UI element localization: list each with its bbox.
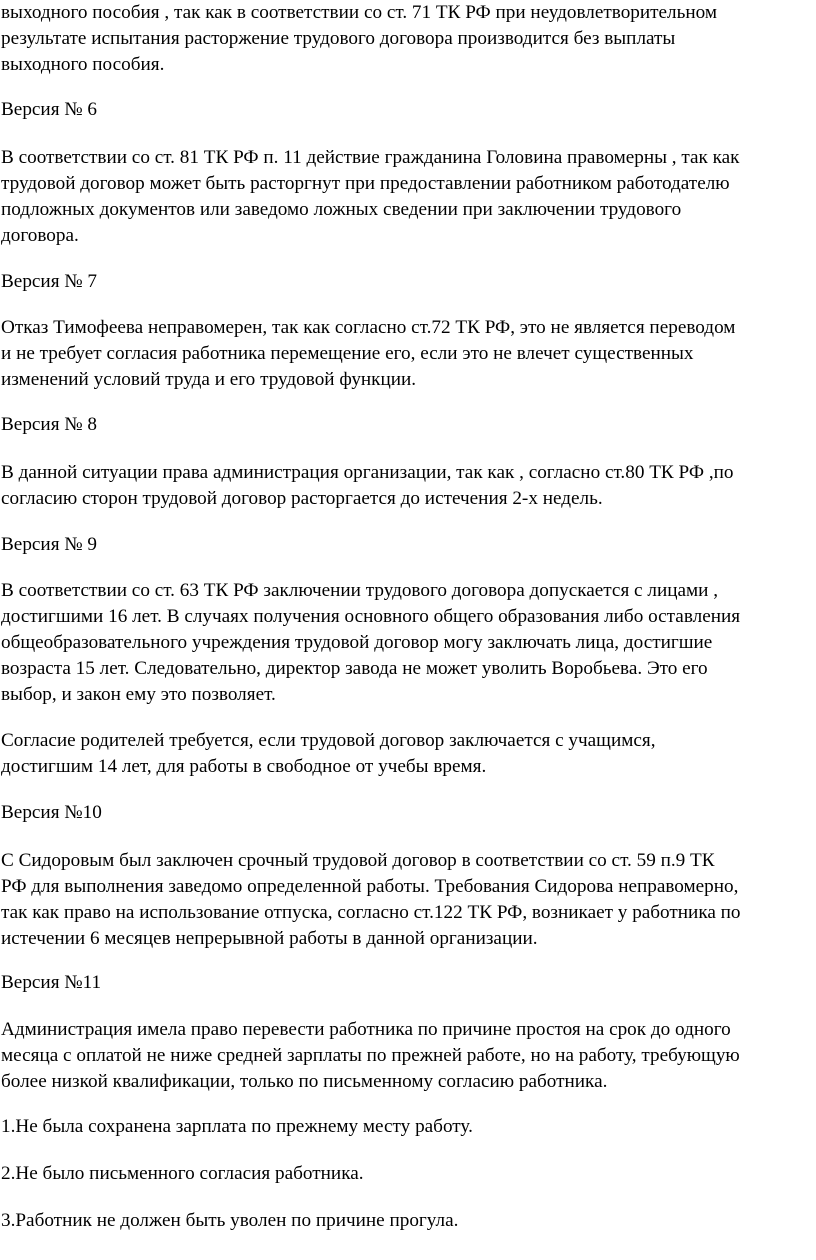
- paragraph-line: и не требует согласия работника перемещение его, если это не влечет существенных: [1, 343, 694, 364]
- version-heading: Версия № 7: [1, 271, 98, 292]
- paragraph-line: РФ для выполнения заведомо определенной работы. Требования Сидорова неправомерно,: [1, 876, 739, 897]
- paragraph-line: Отказ Тимофеева неправомерен, так как согласно ст.72 ТК РФ, это не является переводом: [1, 317, 736, 338]
- version-heading: Версия №10: [1, 802, 102, 823]
- paragraph-line: согласию сторон трудовой договор расторгается до истечения 2-х недель.: [1, 488, 603, 509]
- version-heading: Версия № 9: [1, 534, 98, 555]
- paragraph-line: С Сидоровым был заключен срочный трудовой договор в соответствии со ст. 59 п.9 ТК: [1, 850, 715, 871]
- list-item: 3.Работник не должен быть уволен по причине прогула.: [1, 1210, 459, 1231]
- paragraph-line: договора.: [1, 225, 79, 246]
- version-heading: Версия № 8: [1, 414, 98, 435]
- paragraph-line: возраста 15 лет. Следовательно, директор завода не может уволить Воробьева. Это его: [1, 658, 708, 679]
- paragraph-line: достигшим 14 лет, для работы в свободное от учебы время.: [1, 756, 487, 777]
- version-heading: Версия №11: [1, 972, 102, 993]
- paragraph-line: В соответствии со ст. 63 ТК РФ заключении трудового договора допускается с лицами ,: [1, 580, 719, 601]
- version-heading: Версия № 6: [1, 99, 98, 120]
- paragraph-line: трудовой договор может быть расторгнут при предоставлении работником работодателю: [1, 173, 730, 194]
- paragraph-line: месяца с оплатой не ниже средней зарплаты по прежней работе, но на работу, требующую: [1, 1045, 740, 1066]
- paragraph-line: Администрация имела право перевести работника по причине простоя на срок до одного: [1, 1019, 731, 1040]
- paragraph-line: выходного пособия , так как в соответствии со ст. 71 ТК РФ при неудовлетворительном: [1, 2, 718, 23]
- list-item: 1.Не была сохранена зарплата по прежнему месту работу.: [1, 1116, 473, 1137]
- paragraph-line: В данной ситуации права администрация организации, так как , согласно ст.80 ТК РФ ,по: [1, 462, 734, 483]
- list-item: 2.Не было письменного согласия работника.: [1, 1163, 364, 1184]
- paragraph-line: так как право на использование отпуска, согласно ст.122 ТК РФ, возникает у работника по: [1, 902, 741, 923]
- paragraph-line: достигшими 16 лет. В случаях получения основного общего образования либо оставления: [1, 606, 741, 627]
- paragraph-line: истечении 6 месяцев непрерывной работы в данной организации.: [1, 928, 538, 949]
- paragraph-line: результате испытания расторжение трудового договора производится без выплаты: [1, 28, 676, 49]
- paragraph-line: более низкой квалификации, только по письменному согласию работника.: [1, 1071, 608, 1092]
- paragraph-line: общеобразовательного учреждения трудовой договор могу заключать лица, достигшие: [1, 632, 713, 653]
- paragraph-line: Согласие родителей требуется, если трудовой договор заключается с учащимся,: [1, 730, 656, 751]
- paragraph-line: изменений условий труда и его трудовой функции.: [1, 369, 417, 390]
- paragraph-line: выбор, и закон ему это позволяет.: [1, 684, 276, 705]
- paragraph-line: подложных документов или заведомо ложных сведении при заключении трудового: [1, 199, 682, 220]
- paragraph-line: В соответствии со ст. 81 ТК РФ п. 11 действие гражданина Головина правомерны , так как: [1, 147, 740, 168]
- paragraph-line: выходного пособия.: [1, 54, 165, 75]
